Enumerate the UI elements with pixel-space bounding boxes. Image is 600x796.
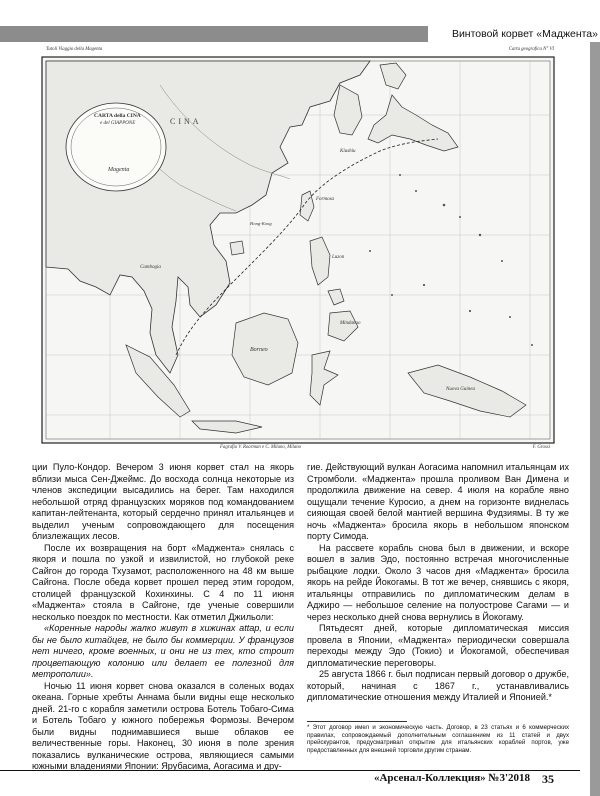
- footnote: * Этот договор имел и экономическую часть. Договор, в 23 статьях и 6 коммерческих правилах, сопровождаемый дополнительным соглашением из 11 статей и двух прейскурантов, предусматривал открытие для итальянских кораблей портов, уже предоставленных для внешней торговли другим странам.: [307, 724, 569, 754]
- map-label-new-guinea: Nuova Guinea: [446, 387, 476, 392]
- paragraph: Пятьдесят дней, которые дипломатическая миссия провела в Японии, «Маджента» периодически совершала переходы между Эдо (Токио) и Йокогамой, обеспечивая дипломатические переговоры.: [307, 623, 569, 668]
- map-caption-bottom-right: F. Grossi: [532, 445, 550, 450]
- map-label-formosa: Formosa: [316, 197, 335, 202]
- paragraph: 25 августа 1866 г. был подписан первый договор о дружбе, который, начиная с 1867 г., устанавливались дипломатические отношения между Италией и Японией.*: [307, 669, 569, 702]
- text-column-right: [307, 462, 569, 704]
- map-label-kiushiu: Kiushiu: [340, 149, 356, 154]
- cartouche-subtitle: e del GIAPPONE: [100, 121, 136, 126]
- map-label-cambodia: Cambogia: [140, 265, 161, 270]
- quote-paragraph: «Коренные народы жалко живут в хижинах attap, и если бы не было китайцев, не было бы коммерции. У французов нет ничего, кроме военных, и они не из тех, кто строит процветающую колонию или делает ее полезной для метрополии».: [32, 623, 294, 679]
- paragraph: На рассвете корабль снова был в движении, и вскоре вошел в залив Эдо, постоянно встречая многочисленные рыбацкие лодки. Около 3 часов дня «Маджента» бросила якорь на рейде Йокогамы. В тот же вечер, снявшись с якоря, итальянцы отправились по дипломатическим делам в Аджиро — небольшое селение на полуострове Сагами — и через несколько дней снова вернулись в Йокогаму.: [307, 542, 569, 622]
- running-header-title: Винтовой корвет «Маджента»: [451, 28, 598, 40]
- map-label-luzon: Luzon: [332, 255, 345, 260]
- map-label-mindanao: Mindanao: [340, 321, 361, 326]
- map-caption-top-right: Carta geografica N° VI: [508, 47, 554, 52]
- map-label-borneo: Borneo: [250, 347, 268, 353]
- page-edge-bar: [590, 42, 600, 796]
- paragraph: После их возвращения на борт «Маджента» снялась с якоря и пошла по узкой и извилистой, но глубокой реке Сайгон до города Тхузамот, расположенного на 48 км выше Сайгона. После обеда корвет прошел перед этим городом, столицей французской Кохинхины. С 4 по 11 июня «Маджента» стояла в Сайгоне, где ученые совершили несколько поездок по местности. Как отметил Джильоли:: [32, 542, 294, 622]
- paragraph: ции Пуло-Кондор. Вечером 3 июня корвет стал на якорь вблизи мыса Сен-Джеймс. До восхода солнца некоторые из членов экспедиции высадились на берег. Там находился небольшой отряд французских моряков под командованием капитан-лейтенанта, который сердечно принял итальянцев и выделил ученым сопровождающего для посещения близлежащих лесов.: [32, 462, 294, 541]
- text-column-left: [32, 462, 294, 773]
- map-caption-top-left: Tutoli Viaggio della Magenta: [46, 47, 103, 52]
- cartouche-title: CARTA della CINA: [94, 113, 141, 119]
- paragraph: Ночью 11 июня корвет снова оказался в соленых водах океана. Горные хребты Аннама были видны еще несколько дней. 21-го с корабля заметили острова Ботель Тобаго-Сима и Ботель Тобаго у южного побережья Формозы. Вечером были видны поднимавшиеся выше облаков ее величественные горы. Наконец, 30 июня в поле зрения показались вулканические острова, являющиеся самыми южными владениями Японии: Ярубасима, Аогасима и дру-: [32, 680, 294, 771]
- map-label-hong-kong: Hong-Kong: [250, 221, 272, 226]
- map-label-china: CINA: [170, 117, 202, 126]
- running-header: [0, 26, 600, 42]
- header-grey-band: [0, 26, 428, 42]
- page-number: 35: [542, 772, 554, 786]
- map-caption-bottom-left: Fagrafia V. Roarman e C. Milano, Milano: [220, 445, 302, 450]
- paragraph: гие. Действующий вулкан Аогасима напомнил итальянцам их Стромболи. «Маджента» прошла проливом Ван Димена и продолжила движение на север. 4 июля на корабле явно ощущали течение Куросио, а днем на горизонте виднелась сияющая своей белой мантией вершина Фудзиямы. В ту же ночь «Маджента» бросила якорь в небольшом японском порту Симода.: [307, 462, 569, 541]
- footnote-divider: [307, 721, 407, 722]
- footer-divider: [0, 770, 580, 771]
- cartouche-ship: Magenta: [108, 167, 130, 173]
- historical-map: [40, 47, 558, 453]
- footer-magazine-title: «Арсенал-Коллекция» №3'2018: [373, 772, 530, 784]
